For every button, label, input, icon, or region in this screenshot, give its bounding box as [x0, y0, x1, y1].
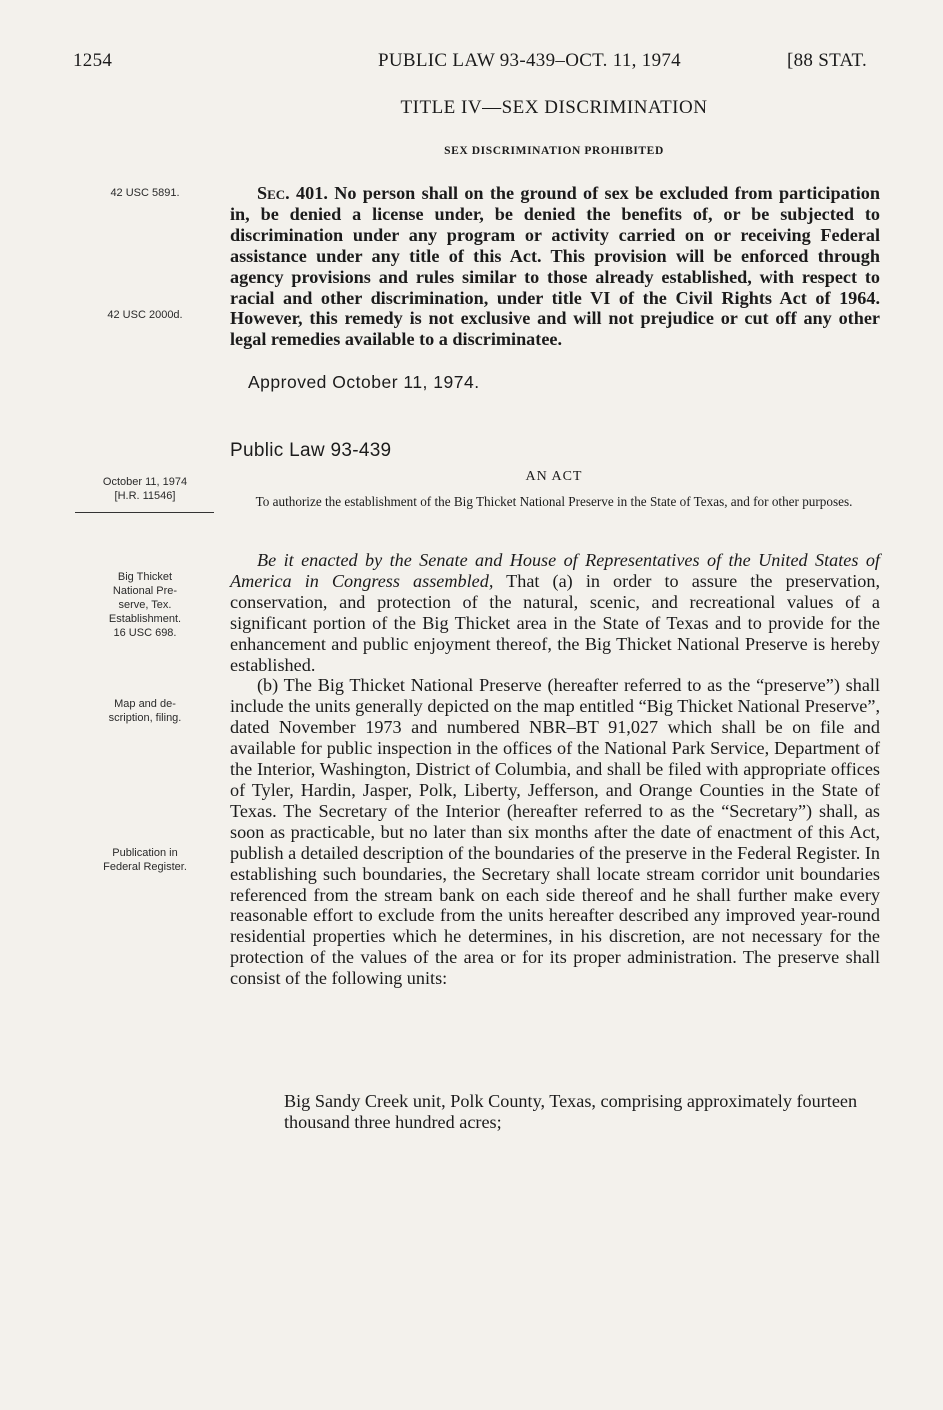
margin-note-bill: [H.R. 11546] — [114, 490, 176, 502]
margin-line: scription, filing. — [108, 712, 182, 724]
unit-list — [230, 1091, 880, 1133]
page-number: 1254 — [73, 50, 113, 71]
enacting-clause: Be it enacted by the Senate and House of Representatives of the United States of America in Congress assembled, — [230, 550, 880, 591]
margin-line: 16 USC 698. — [113, 627, 177, 639]
margin-note-big-thicket — [75, 570, 215, 640]
section-subheading: SEX DISCRIMINATION PROHIBITED — [444, 145, 664, 157]
title-heading: TITLE IV—SEX DISCRIMINATION — [400, 97, 708, 118]
running-header: PUBLIC LAW 93-439–OCT. 11, 1974 — [378, 50, 681, 71]
public-law-number: Public Law 93-439 — [230, 440, 392, 461]
enacting-text — [230, 550, 880, 989]
margin-rule — [75, 512, 214, 513]
margin-note-42usc2000d: 42 USC 2000d. — [107, 309, 183, 321]
paragraph-b: (b) The Big Thicket National Preserve (hereafter referred to as the “preserve”) shall include the units generally depicted on the map entitled “Big Thicket National Preserve”, dated November 1973 and numbered NBR–BT 91,027 which shall be on file and available for public inspection in the offices of the National Park Service, Department of the Interior, Washington, District of Columbia, and shall be filed with appropriate offices of Tyler, Hardin, Jasper, Polk, Liberty, Jefferson, and Orange Counties in the State of Texas. The Secretary of the Interior (hereafter referred to as the “Secretary”) shall, as soon as practicable, but no later than six months after the date of enactment of this Act, publish a detailed description of the boundaries of the preserve in the Federal Register. In establishing such boundaries, the Secretary shall locate stream corridor unit boundaries referenced from the stream bank on each side thereof and he shall further make every reasonable effort to exclude from the units hereafter described any improved year-round residential properties which he determines, in his discretion, are not necessary for the protection of the values of the area or for its proper administration. The preserve shall consist of the following units: — [230, 675, 881, 989]
margin-line: Map and de- — [114, 698, 176, 710]
margin-line: Publication in — [112, 847, 178, 859]
unit-big-sandy-creek — [230, 1091, 880, 1133]
margin-note-date: October 11, 1974 — [102, 476, 188, 488]
section-label: Sec. 401. — [257, 183, 328, 203]
an-act-heading: AN ACT — [525, 469, 583, 484]
margin-line: Federal Register. — [103, 861, 187, 873]
margin-line: Big Thicket — [117, 571, 173, 583]
approval-date: Approved October 11, 1974. — [248, 372, 480, 392]
section-401-text: No person shall on the ground of sex be excluded from participation in, be denied a license under, be denied the benefits of, or be subjected to discrimination under any program or activity carried on or receiving Federal assistance under any title of this Act. This provision will be enforced through agency provisions and rules similar to those already established, with respect to racial and other discrimination, under title VI of the Civil Rights Act of 1964. However, this remedy is not exclusive and will not prejudice or cut off any other legal remedies available to a discriminatee. — [230, 183, 880, 350]
margin-line: Establishment. — [108, 613, 182, 625]
margin-note-publication — [75, 846, 215, 874]
unit-text: Big Sandy Creek unit, Polk County, Texas, comprising approximately fourteen thousand three hundred acres; — [284, 1091, 858, 1132]
margin-note-map — [75, 697, 215, 725]
margin-note-42usc5891: 42 USC 5891. — [110, 187, 180, 199]
act-purpose: To authorize the establishment of the Big Thicket National Preserve in the State of Texas, and for other purposes. — [255, 494, 853, 509]
margin-line: National Pre- — [112, 585, 178, 597]
volume-reference: [88 STAT. — [787, 50, 867, 71]
section-401 — [230, 183, 880, 350]
margin-line: serve, Tex. — [118, 599, 172, 611]
paragraph-a: That (a) in order to assure the preservation, conservation, and protection of the natural, scenic, and recreational values of a significant portion of the Big Thicket area in the State of Texas and to provide for the enhancement and public enjoyment thereof, the Big Thicket National Preserve is hereby established. — [230, 570, 881, 675]
